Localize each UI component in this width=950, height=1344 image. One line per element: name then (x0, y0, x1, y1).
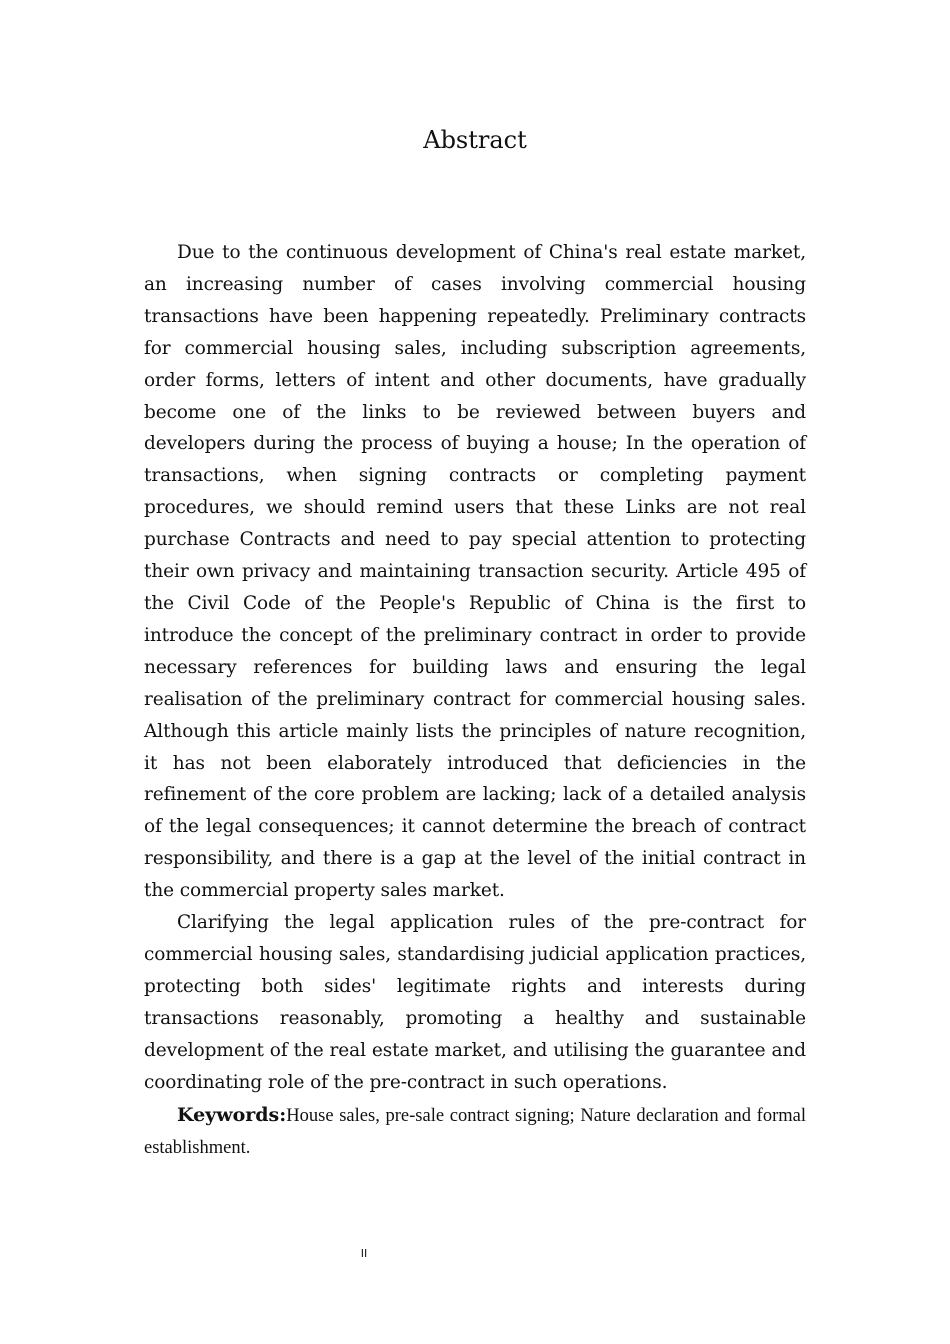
keywords-text: House sales, pre-sale contract signing; Nature declaration and formal establishment. (144, 1106, 806, 1158)
page-number: II (360, 1247, 368, 1260)
abstract-title: Abstract (423, 126, 527, 154)
abstract-body (144, 237, 806, 1098)
abstract-paragraph-1: Due to the continuous development of China's real estate market, an increasing number of cases involving commercial housing transactions have been happening repeatedly. Preliminary contracts for commercial housing sales, including subscription agreements, order forms, letters of intent and other documents, have gradually become one of the links to be reviewed between buyers and developers during the process of buying a house; In the operation of transactions, when signing contracts or completing payment procedures, we should remind users that these Links are not real purchase Contracts and need to pay special attention to protecting their own privacy and maintaining transaction security. Article 495 of the Civil Code of the People's Republic of China is the first to introduce the concept of the preliminary contract in order to provide necessary references for building laws and ensuring the legal realisation of the preliminary contract for commercial housing sales. Although this article mainly lists the principles of nature recognition, it has not been elaborately introduced that deficiencies in the refinement of the core problem are lacking; lack of a detailed analysis of the legal consequences; it cannot determine the breach of contract responsibility, and there is a gap at the level of the initial contract in the commercial property sales market. (144, 242, 806, 902)
keywords-label: Keywords: (177, 1104, 287, 1126)
keywords-line (144, 1100, 806, 1164)
abstract-paragraph-2: Clarifying the legal application rules of the pre-contract for commercial housing sales, standardising judicial application practices, protecting both sides' legitimate rights and interests during transactions reasonably, promoting a healthy and sustainable development of the real estate market, and utilising the guarantee and coordinating role of the pre-contract in such operations. (144, 912, 806, 1093)
